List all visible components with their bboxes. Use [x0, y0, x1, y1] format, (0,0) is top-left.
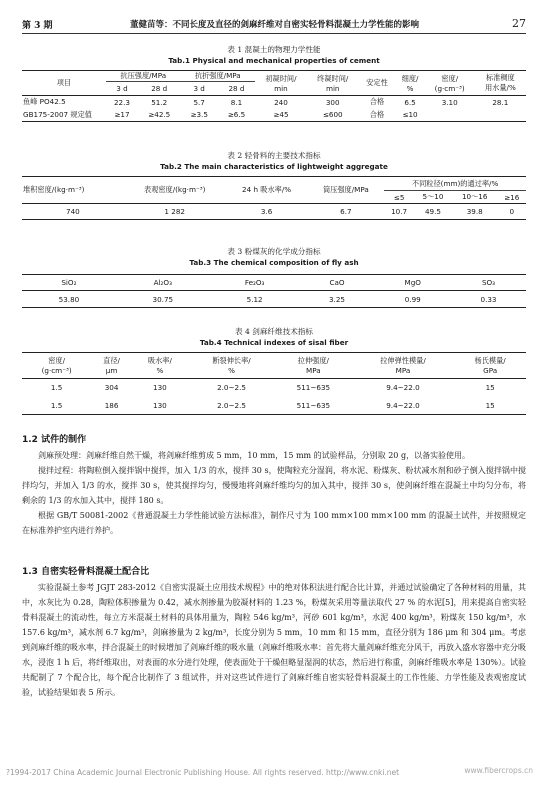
- t1-cell: [475, 109, 526, 122]
- t2-cell: 6.7: [308, 204, 385, 220]
- section-1-3-body: [22, 580, 526, 700]
- table3: [22, 274, 526, 308]
- t1-sub: 28 d: [218, 82, 255, 96]
- t4-cell: 15: [454, 397, 526, 415]
- t1-h-density: 密度/ (g·cm⁻³): [425, 71, 475, 96]
- t3-cell: 0.99: [374, 291, 451, 308]
- t4-h-density: 密度/ (g·cm⁻³): [22, 353, 91, 379]
- t2-h-strength: 筒压强度/MPa: [308, 177, 385, 204]
- table-row: [22, 379, 526, 397]
- issue-number: 第 3 期: [22, 21, 53, 31]
- t4-cell: 9.4~22.0: [352, 379, 455, 397]
- t1-cell: 3.10: [425, 96, 475, 109]
- table2-caption: [22, 150, 526, 172]
- t1-cell: 28.1: [475, 96, 526, 109]
- t2-cell: 3.6: [226, 204, 308, 220]
- t1-cell: 22.3: [106, 96, 138, 109]
- table1-caption-en: Tab.1 Physical and mechanical properties of cement: [168, 56, 380, 65]
- table-row: [22, 291, 526, 308]
- t2-cell: 10.7: [384, 204, 414, 220]
- t2-cell: 740: [22, 204, 124, 220]
- t3-cell: 0.33: [451, 291, 526, 308]
- paragraph: 剑麻预处理：剑麻纤维自然干燥，将剑麻纤维剪成 5 mm，10 mm，15 mm 的试验样品，分别取 20 g，以备实验使用。: [38, 451, 471, 460]
- t4-cell: 186: [91, 397, 132, 415]
- table4-caption: [22, 326, 526, 348]
- table1: [22, 70, 526, 122]
- table2-caption-en: Tab.2 The main characteristics of lightweight aggregate: [160, 162, 388, 171]
- table3-caption-cn: 表 3 粉煤灰的化学成分指标: [227, 247, 321, 256]
- t4-h-absorption: 吸水率/ %: [132, 353, 188, 379]
- t1-h-item: 项目: [22, 71, 106, 96]
- table4-caption-en: Tab.4 Technical indexes of sisal fiber: [199, 338, 349, 347]
- t2-sub: ≥16: [497, 191, 526, 204]
- t4-h-elongation: 断裂伸长率/ %: [188, 353, 275, 379]
- t3-h: Al₂O₃: [116, 275, 210, 291]
- t2-cell: 39.8: [452, 204, 498, 220]
- t1-sub: 3 d: [106, 82, 138, 96]
- t1-cell: 300: [307, 96, 359, 109]
- paragraph: 实验混凝土参考 JGJT 283-2012《自密实混凝土应用技术规程》中的绝对体积法进行配合比计算，并通过试验确定了各种材料的用量，其中，水灰比为 0.28，陶粒体积掺量为 0.42，减水剂掺量为胶凝材料的 1.23 %，粉煤灰采用等量法取代 27 % 的水泥[5]，用来提高自密实轻骨料混凝土的流动性，每立方米混凝土材料的具体用量为，陶粒 546 kg/m³，河砂 601 kg/m³，水泥 400 kg/m³，粉煤灰 150 kg/m³，水 157.6 kg/m³，减水剂 6.7 kg/m³，剑麻掺量为 2 kg/m³，长度分别为 5 mm，10 mm 和 15 mm，直径分别为 186 μm 和 304 μm。考虑到剑麻纤维的吸水率，拌合混凝土的时候增加了剑麻纤维的吸水量（剑麻纤维吸水率：首先将大量剑麻纤维充分风干，再放入盛水容器中充分吸水，浸泡 1 h 后，将纤维取出，对表面的水分进行处理，使表面处于干燥但略显湿润的状态，然后进行称重，剑麻纤维吸水率是 130%）。试验共配制了 7 个配合比，每个配合比制作了 3 组试件，并对这些试件进行了剑麻纤维自密实轻骨料混凝土的工作性能、力学性能及表观密度试验，试验结果如表 5 所示。: [22, 583, 526, 697]
- t1-cell: 鱼峰 PO42.5: [22, 96, 106, 109]
- t1-cell: 240: [255, 96, 307, 109]
- t1-sub: 28 d: [138, 82, 181, 96]
- t2-cell: 49.5: [414, 204, 452, 220]
- table-row: [22, 204, 526, 220]
- t3-cell: 53.80: [22, 291, 116, 308]
- section-1-2-title: 1.2 试件的制作: [22, 435, 87, 445]
- table4: [22, 352, 526, 415]
- table2: [22, 176, 526, 220]
- table3-caption-en: Tab.3 The chemical composition of fly ash: [189, 258, 359, 267]
- t4-cell: 9.4~22.0: [352, 397, 455, 415]
- t2-cell: 0: [497, 204, 526, 220]
- t1-cell: 8.1: [218, 96, 255, 109]
- t4-cell: 1.5: [22, 379, 91, 397]
- t1-h-compressive: 抗压强度/MPa: [106, 71, 181, 82]
- section-1-2-body: [22, 448, 526, 538]
- t1-h-initial: 初凝时间/ min: [255, 71, 307, 96]
- t2-cell: 1 282: [124, 204, 226, 220]
- t1-cell: ≤10: [395, 109, 424, 122]
- t4-h-tensile-modulus: 拉伸弹性模量/ MPa: [352, 353, 455, 379]
- t3-h: Fe₂O₃: [210, 275, 300, 291]
- t3-h: SO₃: [451, 275, 526, 291]
- t1-cell: [425, 109, 475, 122]
- table-row: [22, 109, 526, 122]
- table-row: [22, 96, 526, 109]
- copyright-footer: [6, 768, 541, 777]
- t1-cell: 合格: [359, 109, 396, 122]
- table4-caption-cn: 表 4 剑麻纤维技术指标: [234, 327, 313, 336]
- table3-caption: [22, 246, 526, 268]
- t4-h-tensile: 拉伸强度/ MPa: [275, 353, 352, 379]
- t3-h: CaO: [300, 275, 375, 291]
- t1-cell: ≥45: [255, 109, 307, 122]
- table-row: [22, 397, 526, 415]
- t2-h-absorption: 24 h 吸水率/%: [226, 177, 308, 204]
- t4-cell: 304: [91, 379, 132, 397]
- t2-h-bulk-density: 堆积密度/(kg·m⁻³): [22, 177, 124, 204]
- t4-cell: 1.5: [22, 397, 91, 415]
- t3-cell: 3.25: [300, 291, 375, 308]
- paragraph: 搅拌过程：将陶粒倒入搅拌锅中搅拌，加入 1/3 的水，搅拌 30 s，使陶粒充分湿润，将水泥、粉煤灰、粉状减水剂和砂子倒入搅拌锅中搅拌均匀，并加入 1/3 的水，搅拌 30 s，使其搅拌均匀，慢慢地将剑麻纤维均匀的加入其中，搅拌 30 s，使剑麻纤维在混凝土中均匀分布，将剩余的 1/3 的水加入其中，搅拌 180 s。: [22, 466, 526, 505]
- t4-cell: 2.0~2.5: [188, 379, 275, 397]
- t4-cell: 511~635: [275, 379, 352, 397]
- header-rule: [22, 33, 526, 34]
- t4-cell: 130: [132, 397, 188, 415]
- t1-cell: ≥3.5: [181, 109, 218, 122]
- t4-cell: 511~635: [275, 397, 352, 415]
- t1-cell: ≥17: [106, 109, 138, 122]
- t4-h-young-modulus: 杨氏模量/ GPa: [454, 353, 526, 379]
- t1-cell: 51.2: [138, 96, 181, 109]
- t3-h: SiO₂: [22, 275, 116, 291]
- t3-cell: 30.75: [116, 291, 210, 308]
- t1-h-flexural: 抗折强度/MPa: [181, 71, 256, 82]
- t1-cell: 5.7: [181, 96, 218, 109]
- t1-h-fineness: 细度/ %: [395, 71, 424, 96]
- watermark-text: www.fibercrops.cn: [464, 766, 533, 775]
- t3-cell: 5.12: [210, 291, 300, 308]
- paragraph: 根据 GB/T 50081-2002《普通混凝土力学性能试验方法标准》，制作尺寸为 100 mm×100 mm×100 mm 的混凝土试件，并按照规定在标准养护室内进行养护。: [22, 511, 526, 535]
- t3-h: MgO: [374, 275, 451, 291]
- t4-cell: 2.0~2.5: [188, 397, 275, 415]
- page-number: 27: [512, 17, 526, 30]
- t1-cell: ≥42.5: [138, 109, 181, 122]
- running-title: 董健苗等：不同长度及直径的剑麻纤维对自密实轻骨料混凝土力学性能的影响: [130, 20, 420, 30]
- t1-cell: 合格: [359, 96, 396, 109]
- t4-cell: 15: [454, 379, 526, 397]
- t2-h-passing: 不同粒径(mm)的通过率/%: [384, 177, 526, 191]
- table1-caption: [22, 44, 526, 66]
- t2-sub: ≤5: [384, 191, 414, 204]
- t1-h-soundness: 安定性: [359, 71, 396, 96]
- t2-sub: 5～10: [414, 191, 452, 204]
- t1-cell: GB175-2007 规定值: [22, 109, 106, 122]
- table2-caption-cn: 表 2 轻骨料的主要技术指标: [227, 151, 321, 160]
- t1-cell: 6.5: [395, 96, 424, 109]
- t4-cell: 130: [132, 379, 188, 397]
- t1-cell: ≤600: [307, 109, 359, 122]
- t1-h-final: 终凝时间/ min: [307, 71, 359, 96]
- section-1-3-title: 1.3 自密实轻骨料混凝土配合比: [22, 567, 150, 577]
- copyright-text: ?1994-2017 China Academic Journal Electronic Publishing House. All rights reserved. http://www.cnki.net: [6, 768, 400, 777]
- table1-caption-cn: 表 1 混凝土的物理力学性能: [227, 45, 321, 54]
- t1-h-water: 标准稠度 用水量/%: [475, 71, 526, 96]
- t4-h-diameter: 直径/ μm: [91, 353, 132, 379]
- t2-sub: 10～16: [452, 191, 498, 204]
- t2-h-apparent-density: 表观密度/(kg·m⁻³): [124, 177, 226, 204]
- t1-sub: 3 d: [181, 82, 218, 96]
- t1-cell: ≥6.5: [218, 109, 255, 122]
